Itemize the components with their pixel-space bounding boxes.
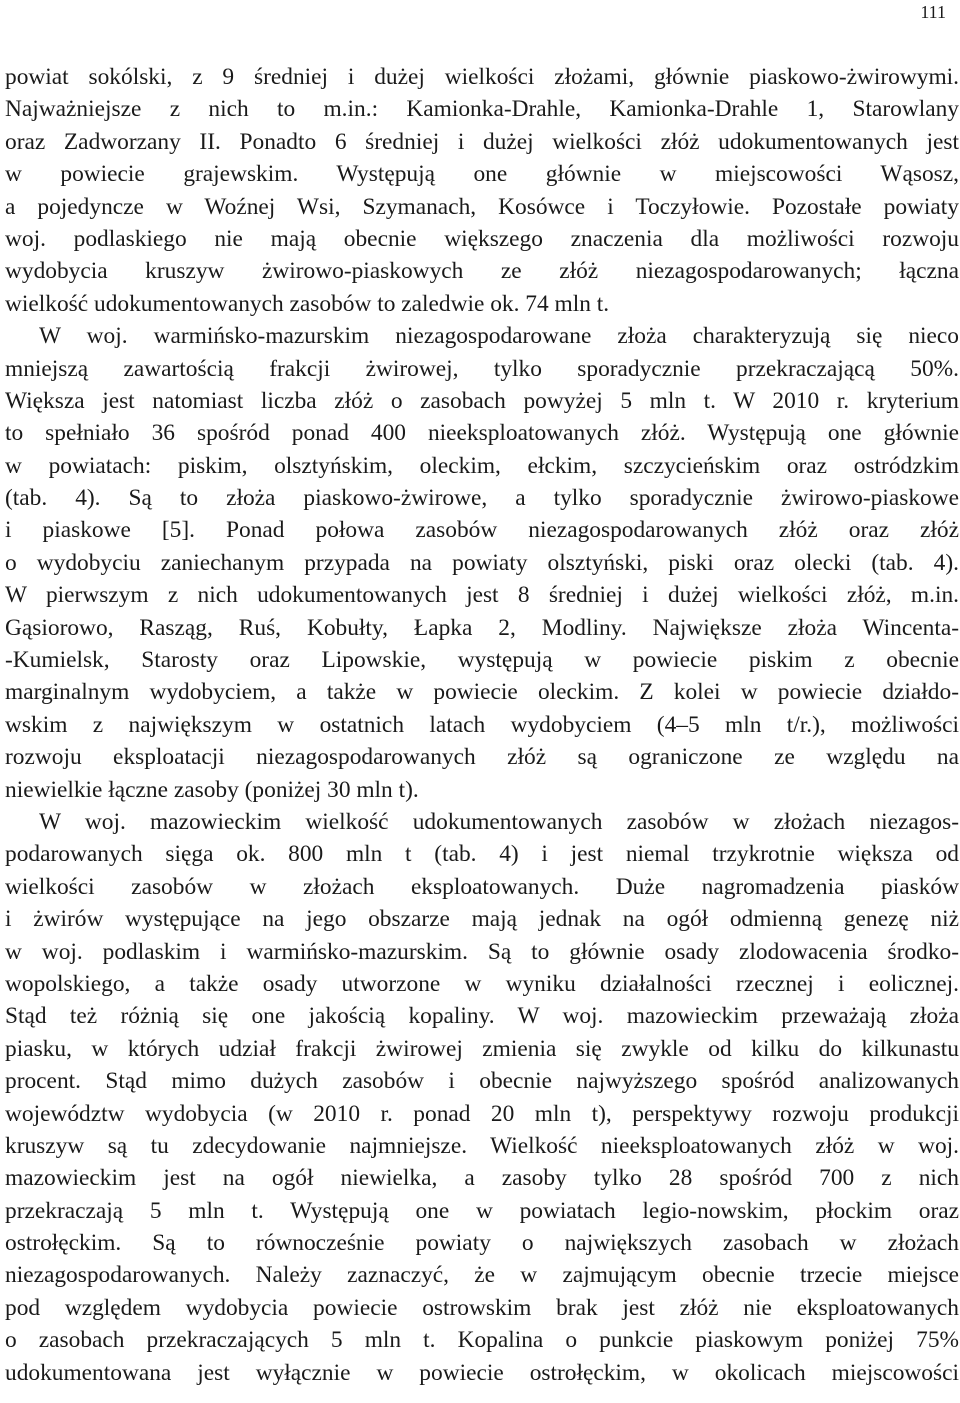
text-line: w powiecie grajewskim. Występują one głównie w miejscowości Wąsosz, — [5, 161, 959, 188]
text-line: wskim z największym w ostatnich latach wydobyciem (4–5 mln t/r.), możliwości — [5, 711, 959, 738]
text-line: województw wydobycia (w 2010 r. ponad 20 mln t), perspektywy rozwoju produkcji — [5, 1100, 959, 1127]
text-line: Gąsiorowo, Rasząg, Ruś, Kobułty, Łapka 2, Modliny. Największe złoża Wincenta- — [5, 614, 959, 641]
text-line: wielkości zasobów w złożach eksploatowanych. Duże nagromadzenia piasków — [5, 873, 959, 900]
text-line: mazowieckim jest na ogół niewielka, a zasoby tylko 28 spośród 700 z nich — [5, 1165, 959, 1192]
text-line: o wydobyciu zaniechanym przypada na powiaty olsztyński, piski oraz olecki (tab. 4). — [5, 549, 959, 576]
text-line: a pojedyncze w Woźnej Wsi, Szymanach, Kosówce i Toczyłowie. Pozostałe powiaty — [5, 193, 959, 220]
text-line: wydobycia kruszyw żwirowo-piaskowych ze złóż niezagospodarowanych; łączna — [5, 258, 959, 285]
text-line: W woj. warmińsko-mazurskim niezagospodarowane złoża charakteryzują się nieco — [39, 323, 959, 350]
text-line: przekraczają 5 mln t. Występują one w powiatach legio-nowskim, płockim oraz — [5, 1197, 959, 1224]
text-line: podarowanych sięga ok. 800 mln t (tab. 4) i jest niemal trzykrotnie większa od — [5, 841, 959, 868]
text-line: i piaskowe [5]. Ponad połowa zasobów niezagospodarowanych złóż oraz złóż — [5, 517, 959, 544]
text-line: o zasobach przekraczających 5 mln t. Kopalina o punkcie piaskowym poniżej 75% — [5, 1327, 959, 1354]
text-line: kruszyw są tu zdecydowanie najmniejsze. Wielkość nieeksploatowanych złóż w woj. — [5, 1132, 959, 1159]
text-line: procent. Stąd mimo dużych zasobów i obecnie najwyższego spośród analizowanych — [5, 1068, 959, 1095]
text-line: udokumentowana jest wyłącznie w powiecie ostrołęckim, w okolicach miejscowości — [5, 1359, 959, 1386]
text-line: wopolskiego, a także osady utworzone w wyniku działalności rzecznej i eolicznej. — [5, 970, 959, 997]
page-number: 111 — [920, 2, 946, 22]
text-line: niewielkie łączne zasoby (poniżej 30 mln t). — [5, 776, 419, 803]
text-line: piasku, w których udział frakcji żwirowej zmienia się zwykle od kilku do kilkunastu — [5, 1035, 959, 1062]
text-line: to spełniało 36 spośród ponad 400 nieeksploatowanych złóż. Występują one głównie — [5, 420, 959, 447]
text-line: pod względem wydobycia powiecie ostrowskim brak jest złóż nie eksploatowanych — [5, 1294, 959, 1321]
text-line: ostrołęckim. Są to równocześnie powiaty o największych zasobach w złożach — [5, 1230, 959, 1257]
text-line: woj. podlaskiego nie mają obecnie większego znaczenia dla możliwości rozwoju — [5, 225, 959, 252]
text-line: (tab. 4). Są to złoża piaskowo-żwirowe, a tylko sporadycznie żwirowo-piaskowe — [5, 485, 959, 512]
text-line: wielkość udokumentowanych zasobów to zaledwie ok. 74 mln t. — [5, 290, 610, 317]
text-line: W woj. mazowieckim wielkość udokumentowanych zasobów w złożach niezagos- — [39, 808, 959, 835]
text-line: powiat sokólski, z 9 średniej i dużej wielkości złożami, głównie piaskowo-żwirowymi. — [5, 64, 959, 90]
text-line: w woj. podlaskim i warmińsko-mazurskim. Są to głównie osady zlodowacenia środko- — [5, 938, 959, 965]
text-line: Większa jest natomiast liczba złóż o zasobach powyżej 5 mln t. W 2010 r. kryterium — [5, 387, 959, 414]
text-line: oraz Zadworzany II. Ponadto 6 średniej i dużej wielkości złóż udokumentowanych jest — [5, 128, 959, 155]
text-line: -Kumielsk, Starosty oraz Lipowskie, występują w powiecie piskim z obecnie — [5, 647, 959, 674]
text-line: i żwirów występujące na jego obszarze mają jednak na ogół odmienną genezę niż — [5, 906, 959, 933]
text-line: Najważniejsze z nich to m.in.: Kamionka-Drahle, Kamionka-Drahle 1, Starowlany — [5, 96, 959, 123]
text-line: marginalnym wydobyciem, a także w powiecie oleckim. Z kolei w powiecie działdo- — [5, 679, 959, 706]
text-line: w powiatach: piskim, olsztyńskim, oleckim, ełckim, szczycieńskim oraz ostródzkim — [5, 452, 959, 479]
text-line: niezagospodarowanych. Należy zaznaczyć, że w zajmującym obecnie trzecie miejsce — [5, 1262, 959, 1289]
text-line: W pierwszym z nich udokumentowanych jest 8 średniej i dużej wielkości złóż, m.in. — [5, 582, 959, 609]
text-line: Stąd też różnią się one jakością kopaliny. W woj. mazowieckim przeważają złoża — [5, 1003, 959, 1030]
text-line: rozwoju eksploatacji niezagospodarowanych złóż są ograniczone ze względu na — [5, 744, 959, 771]
document-body — [5, 61, 959, 1389]
text-line: mniejszą zawartością frakcji żwirowej, tylko sporadycznie przekraczającą 50%. — [5, 355, 959, 382]
